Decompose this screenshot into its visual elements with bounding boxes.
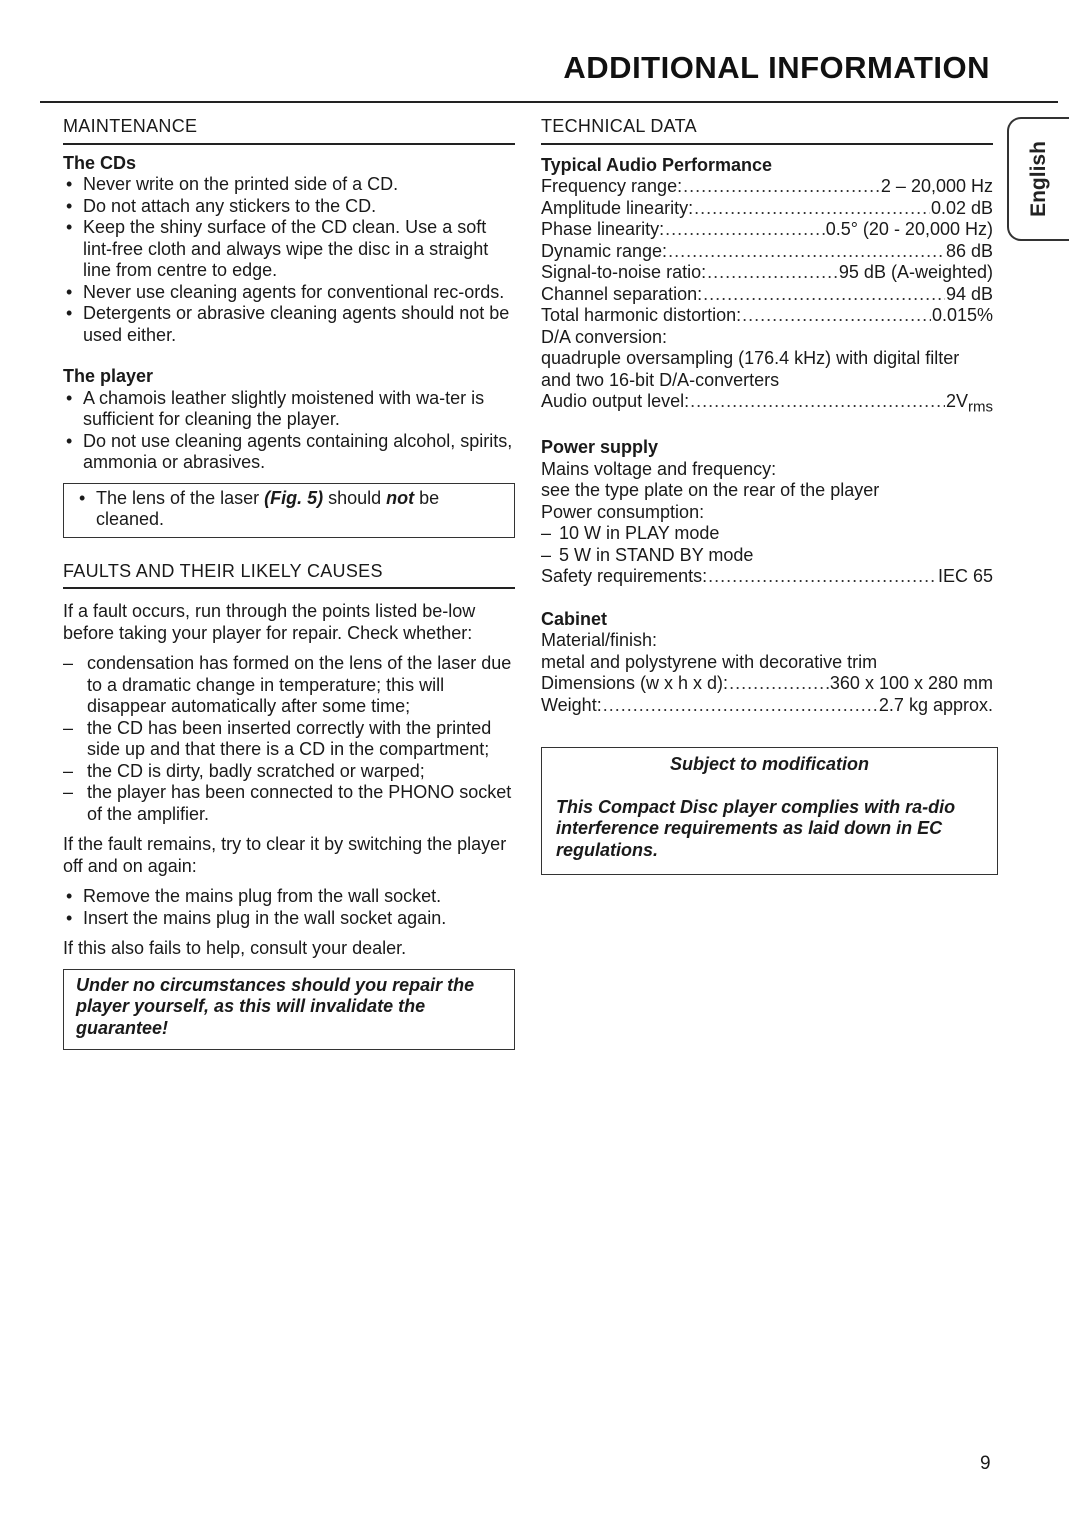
spec-row: [541, 391, 993, 418]
lens-note-text: The lens of the laser: [96, 487, 265, 508]
faults-consult-text: If this also fails to help, consult your dealer.: [63, 938, 407, 958]
spec-label: Frequency range:: [541, 176, 683, 196]
lens-note-emphasis: not: [386, 487, 415, 508]
list-item: – the CD has been inserted correctly with the printed side up and that there is a CD in the compartment;: [63, 718, 515, 761]
cds-subheading: The CDs: [63, 152, 137, 173]
language-tab: [1007, 117, 1069, 241]
spec-value: [946, 391, 993, 418]
list-item: • Insert the mains plug in the wall socket again.: [63, 908, 515, 930]
spec-value: IEC 65: [937, 566, 993, 587]
list-item: – the player has been connected to the PHONO socket of the amplifier.: [63, 782, 515, 825]
leader-dots: [742, 305, 931, 327]
spec-value: 0.015%: [931, 305, 993, 325]
spec-value: 95 dB (A-weighted): [838, 262, 993, 282]
list-item: – 5 W in STAND BY mode: [541, 545, 993, 567]
list-item: – 10 W in PLAY mode: [541, 523, 993, 545]
faults-remain-text: If the fault remains, try to clear it by switching the player off and on again:: [63, 834, 507, 876]
lens-note-text: be cleaned.: [96, 487, 440, 529]
cds-list: [63, 174, 515, 346]
consumption-list: [541, 523, 993, 566]
spec-value: 2 – 20,000 Hz: [880, 176, 993, 196]
spec-value: 0.5° (20 - 20,000 Hz): [825, 219, 993, 239]
spec-label: Phase linearity:: [541, 219, 665, 239]
spec-row: [541, 695, 993, 717]
spec-value: 360 x 100 x 280 mm: [829, 673, 993, 694]
spec-label: Weight:: [541, 694, 602, 715]
spec-label: Dimensions (w x h x d):: [541, 673, 729, 694]
leader-dots: [729, 673, 829, 695]
cabinet-subheading: Cabinet: [541, 608, 608, 629]
spec-value: 94 dB: [945, 283, 993, 304]
leader-dots: [665, 219, 825, 241]
list-item: • Detergents or abrasive cleaning agents should not be used either.: [63, 303, 515, 346]
da-conversion-label: D/A conversion:: [541, 326, 668, 347]
spec-row: [541, 305, 993, 327]
spec-value: 2.7 kg approx.: [878, 694, 993, 715]
maintenance-heading: MAINTENANCE: [63, 116, 515, 145]
list-item: – the CD is dirty, badly scratched or warped;: [63, 761, 515, 783]
player-list: [63, 388, 515, 474]
technical-data-heading: TECHNICAL DATA: [541, 116, 993, 145]
spec-row: [541, 241, 993, 263]
material-label: Material/finish:: [541, 630, 658, 651]
language-tab-label: English: [1027, 141, 1050, 217]
list-item: • Do not use cleaning agents containing alcohol, spirits, ammonia or abrasives.: [63, 431, 515, 474]
spec-row: [541, 262, 993, 284]
leader-dots: [668, 241, 945, 263]
spec-label: Channel separation:: [541, 283, 703, 304]
spec-value: 0.02 dB: [930, 197, 993, 218]
spec-value: 86 dB: [945, 240, 993, 261]
list-item: • A chamois leather slightly moistened with wa-ter is sufficient for cleaning the player.: [63, 388, 515, 431]
spec-label: Total harmonic distortion:: [541, 305, 742, 325]
audio-subheading: Typical Audio Performance: [541, 154, 773, 175]
page-number: 9: [980, 1453, 991, 1474]
list-item: • Keep the shiny surface of the CD clean. Use a soft lint-free cloth and always wipe the disc in a straight line from centre to edge.: [63, 217, 515, 282]
leader-dots: [703, 284, 945, 306]
spec-row: [541, 566, 993, 588]
faults-intro: If a fault occurs, run through the points listed be-low before taking your player for repair. Check whether:: [63, 601, 476, 643]
spec-label: Safety requirements:: [541, 566, 708, 587]
leader-dots: [708, 566, 937, 588]
material-text: metal and polystyrene with decorative trim: [541, 651, 878, 672]
faults-heading: FAULTS AND THEIR LIKELY CAUSES: [63, 561, 515, 590]
list-item: • Remove the mains plug from the wall socket.: [63, 886, 515, 908]
title-rule: [40, 101, 1058, 103]
output-level-unit: rms: [968, 398, 993, 416]
lens-note-list: [76, 488, 502, 531]
lens-note-box: [63, 483, 515, 538]
leader-dots: [603, 695, 878, 717]
spec-row: [541, 284, 993, 306]
list-item: • Never write on the printed side of a CD.: [63, 174, 515, 196]
da-conversion-text: quadruple oversampling (176.4 kHz) with digital filter and two 16-bit D/A-converters: [541, 348, 960, 390]
mains-label: Mains voltage and frequency:: [541, 458, 777, 479]
list-item: • Never use cleaning agents for conventional rec-ords.: [63, 282, 515, 304]
leader-dots: [683, 176, 880, 198]
spec-row: [541, 673, 993, 695]
faults-checklist: [63, 653, 515, 825]
audio-spec-list: [541, 176, 993, 327]
lens-note: [76, 488, 502, 531]
consumption-label: Power consumption:: [541, 501, 705, 522]
spec-label: Audio output level:: [541, 391, 690, 411]
leader-dots: [694, 198, 930, 220]
spec-label: Dynamic range:: [541, 240, 668, 261]
lens-note-text: should: [323, 487, 387, 508]
mains-text: see the type plate on the rear of the player: [541, 480, 880, 501]
repair-warning-text: Under no circumstances should you repair the player yourself, as this will invalidate the guarantee!: [76, 974, 475, 1038]
power-subheading: Power supply: [541, 437, 659, 458]
leader-dots: [690, 391, 945, 413]
leader-dots: [707, 262, 838, 284]
compliance-text: This Compact Disc player complies with ra-dio interference requirements as laid down in EC regulations.: [556, 796, 956, 860]
modification-title: Subject to modification: [669, 754, 869, 775]
spec-row: [541, 198, 993, 220]
page-title: ADDITIONAL INFORMATION: [563, 50, 990, 85]
faults-steps: [63, 886, 515, 929]
spec-row: [541, 219, 993, 241]
spec-row: [541, 176, 993, 198]
left-column: [63, 116, 515, 1050]
output-level-value: 2V: [945, 391, 968, 411]
right-column: [541, 116, 993, 875]
repair-warning-box: [63, 969, 515, 1051]
player-subheading: The player: [63, 366, 154, 386]
list-item: • Do not attach any stickers to the CD.: [63, 196, 515, 218]
spec-label: Signal-to-noise ratio:: [541, 262, 707, 282]
spec-label: Amplitude linearity:: [541, 197, 694, 218]
figure-reference: (Fig. 5): [264, 487, 324, 508]
list-item: – condensation has formed on the lens of the laser due to a dramatic change in temperature; this will disappear automatically after some time;: [63, 653, 515, 718]
modification-box: [541, 747, 998, 875]
